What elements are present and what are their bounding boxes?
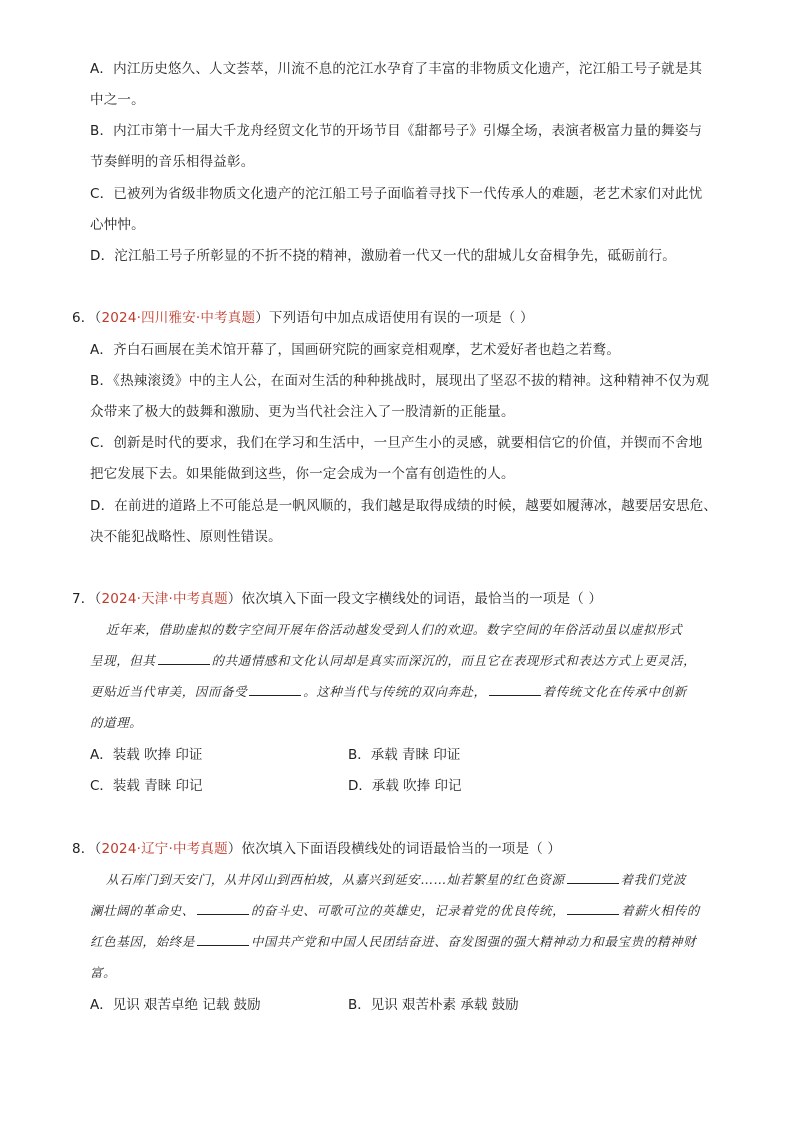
q7-passage-line4: 的道理。 [90, 715, 143, 730]
q8-number: 8．（ [72, 841, 102, 857]
q7-option-c: C．装载 青睐 印记 [90, 778, 203, 794]
q8-stem-text: ）依次填入下面语段横线处的词语最恰当的一项是（ ） [227, 841, 562, 857]
q6-option-d-line1: D．在前进的道路上不可能总是一帆风顺的，我们越是取得成绩的时候，越要如履薄冰，越要居安思危、 [90, 498, 718, 514]
q7-passage-text: 着传统文化在传承中创新 [542, 684, 687, 699]
q6-option-b-line2: 众带来了极大的鼓舞和激励、更为当代社会注入了一股清新的正能量。 [90, 404, 515, 420]
q7-passage-text: 的共通情感和文化认同却是真实而深沉的，而且它在表现形式和表达方式上更灵活， [211, 653, 697, 668]
q6-source: 2024·四川雅安·中考真题 [101, 310, 256, 326]
q7-stem [72, 587, 602, 607]
q7-source: 2024·天津·中考真题 [101, 591, 228, 607]
q8-blank-3 [567, 902, 619, 915]
q5-option-c-line2: 心忡忡。 [90, 217, 145, 233]
q8-passage-text: 的奋斗史、可歌可泣的英雄史，记录着党的优良传统， [250, 903, 566, 918]
q7-number: 7．（ [72, 591, 102, 607]
q7-passage-line3 [90, 682, 687, 700]
q5-option-b-line2: 节奏鲜明的音乐相得益彰。 [90, 154, 255, 170]
q7-blank-2 [249, 683, 301, 696]
q6-option-c-line1: C．创新是时代的要求，我们在学习和生活中，一旦产生小的灵感，就要相信它的价值，并锲而不舍地 [90, 435, 703, 451]
q8-option-b: B．见识 艰苦朴素 承载 鼓励 [348, 997, 519, 1013]
q7-passage-line1: 近年来，借助虚拟的数字空间开展年俗活动越发受到人们的欢迎。数字空间的年俗活动虽以虚拟形式 [106, 622, 683, 637]
q8-blank-2 [197, 902, 249, 915]
q7-stem-text: ）依次填入下面一段文字横线处的词语，最恰当的一项是（ ） [227, 591, 603, 607]
q7-option-a: A．装载 吹捧 印证 [90, 747, 203, 763]
q7-option-d: D．承载 吹捧 印记 [348, 778, 462, 794]
q6-stem [72, 306, 534, 326]
q5-option-a-line1: A．内江历史悠久、人文荟萃，川流不息的沱江水孕育了丰富的非物质文化遗产，沱江船工号子就是其 [90, 61, 703, 77]
q5-option-d-line1: D．沱江船工号子所彰显的不折不挠的精神，激励着一代又一代的甜城儿女奋楫争先，砥砺前行。 [90, 248, 676, 264]
q8-passage-text: 从石库门到天安门，从井冈山到西柏坡，从嘉兴到延安……灿若繁星的红色资源 [106, 872, 565, 887]
q8-stem [72, 837, 561, 857]
q5-option-b-line1: B．内江市第十一届大千龙舟经贸文化节的开场节目《甜都号子》引爆全场，表演者极富力量的舞姿与 [90, 123, 703, 139]
q8-passage-text: 中国共产党和中国人民团结奋进、奋发图强的强大精神动力和最宝贵的精神财 [250, 934, 697, 949]
q8-blank-1 [567, 871, 619, 884]
q7-passage-line2 [90, 651, 696, 669]
q6-number: 6．（ [72, 310, 102, 326]
q6-option-d-line2: 决不能犯战略性、原则性错误。 [90, 529, 282, 545]
q8-source: 2024·辽宁·中考真题 [101, 841, 228, 857]
q8-passage-text: 着薪火相传的 [621, 903, 700, 918]
q7-blank-3 [489, 683, 541, 696]
q8-passage-line3 [90, 932, 696, 950]
q8-passage-text: 红色基因，始终是 [90, 934, 195, 949]
q7-passage-text: 。这种当代与传统的双向奔赴， [303, 684, 487, 699]
q6-option-a: A．齐白石画展在美术馆开幕了，国画研究院的画家竞相观摩，艺术爱好者也趋之若鹜。 [90, 342, 621, 358]
q8-passage-line2 [90, 901, 700, 919]
q5-option-c-line1: C．已被列为省级非物质文化遗产的沱江船工号子面临着寻找下一代传承人的难题，老艺术家们对此忧 [90, 186, 703, 202]
q6-option-c-line2: 把它发展下去。如果能做到这些，你一定会成为一个富有创造性的人。 [90, 466, 515, 482]
q7-passage-text: 呈现，但其 [90, 653, 156, 668]
q8-blank-4 [197, 933, 249, 946]
q6-stem-text: ）下列语句中加点成语使用有误的一项是（ ） [255, 310, 534, 326]
q6-option-b-line1: B．《热辣滚烫》中的主人公，在面对生活的种种挑战时，展现出了坚忍不拔的精神。这种精神不仅为观 [90, 373, 710, 389]
q7-option-b: B．承载 青睐 印证 [348, 747, 461, 763]
q8-passage-text: 着我们党波 [620, 872, 687, 887]
q8-passage-line1 [106, 870, 686, 888]
q7-blank-1 [158, 652, 210, 665]
q8-passage-text: 澜壮阔的革命史、 [90, 903, 195, 918]
q5-option-a-line2: 中之一。 [90, 92, 145, 108]
q7-passage-text: 更贴近当代审美，因而备受 [90, 684, 248, 699]
q8-passage-line4: 富。 [90, 965, 117, 980]
q8-option-a: A．见识 艰苦卓绝 记载 鼓励 [90, 997, 261, 1013]
